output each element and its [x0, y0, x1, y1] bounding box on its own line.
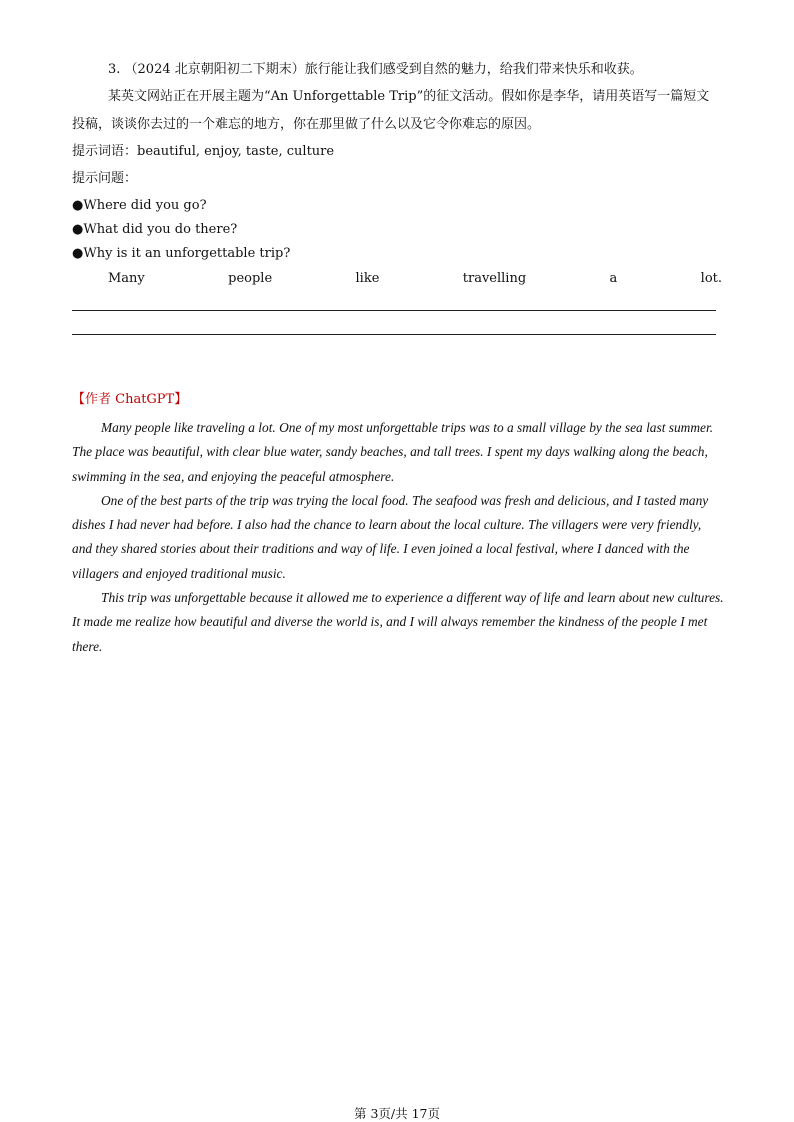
starter-word: Many [108, 271, 145, 286]
answer-line [72, 310, 716, 311]
answer-line [72, 334, 716, 335]
hint-words: 提示词语：beautiful, enjoy, taste, culture [72, 144, 335, 159]
question-instruction-line-2: 投稿，谈谈你去过的一个难忘的地方，你在那里做了什么以及它令你难忘的原因。 [72, 117, 541, 132]
starter-word: like [355, 271, 380, 286]
hint-questions-label: 提示问题： [72, 171, 138, 186]
prompt-item: ●Why is it an unforgettable trip? [72, 246, 291, 261]
question-instruction-line-1: 某英文网站正在开展主题为“An Unforgettable Trip”的征文活动。假如你是李华，请用英语写一篇短文 [108, 89, 710, 104]
essay-starter [108, 270, 722, 288]
essay-paragraph: Many people like traveling a lot. One of my most unforgettable trips was to a small village by the sea last summer. The place was beautiful, with clear blue water, sandy beaches, and tall trees. I spent my days walking along the beach, swimming in the sea, and enjoying the peaceful atmosphere. [72, 420, 714, 484]
starter-word: people [228, 271, 273, 286]
starter-word: travelling [462, 271, 527, 286]
starter-word: lot. [700, 271, 722, 286]
essay-paragraph: This trip was unforgettable because it allowed me to experience a different way of life and learn about new cultures. It made me realize how beautiful and diverse the world is, and I will always remember the kindness of the people I met there. [72, 590, 724, 654]
prompt-item: ●What did you do there? [72, 222, 238, 237]
page-number: 第 3页/共 17页 [353, 1106, 441, 1121]
essay-paragraph: One of the best parts of the trip was trying the local food. The seafood was fresh and delicious, and I tasted many dishes I had never had before. I also had the chance to learn about the local culture. The villagers were very friendly, and they shared stories about their traditions and way of life. I even joined a local festival, where I danced with the villagers and enjoyed traditional music. [72, 492, 709, 581]
prompt-item: ●Where did you go? [72, 198, 207, 213]
essay-body [72, 416, 724, 659]
author-tag: 【作者 ChatGPT】 [72, 392, 188, 407]
starter-word: a [609, 271, 618, 286]
question-title: 3. （2024 北京朝阳初二下期末）旅行能让我们感受到自然的魅力，给我们带来快乐和收获。 [108, 62, 643, 77]
